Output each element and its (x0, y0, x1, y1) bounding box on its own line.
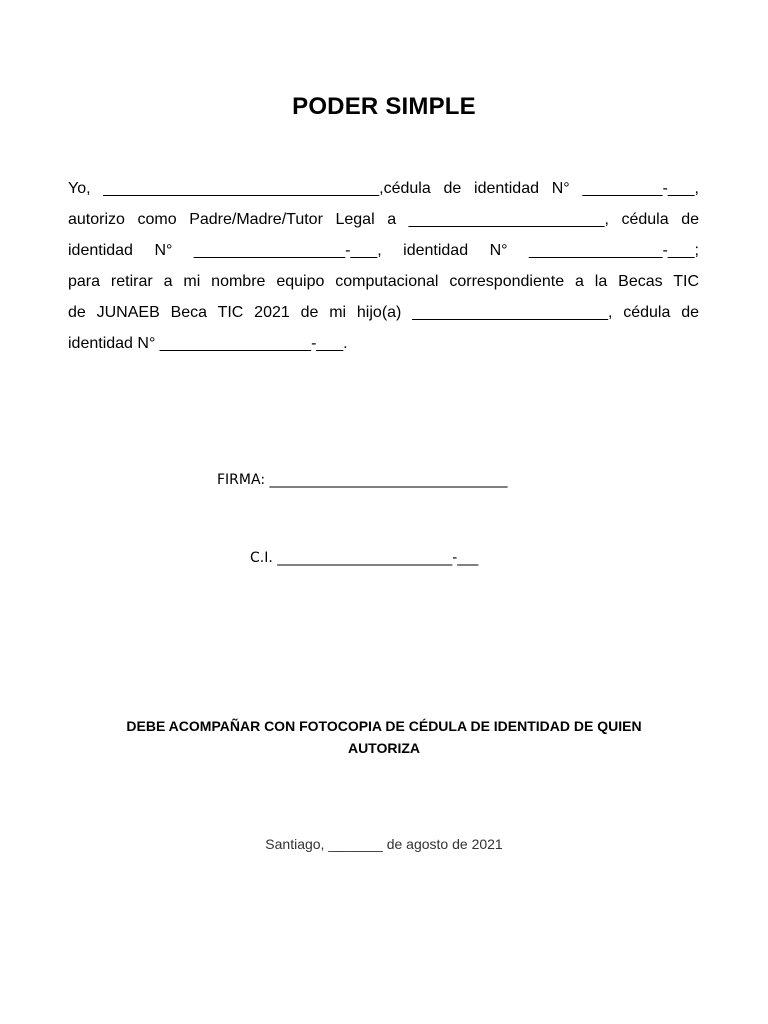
authorization-paragraph (68, 173, 699, 359)
paragraph-line-6: identidad N° _________________-___. (68, 335, 348, 352)
notice-line-1: DEBE ACOMPAÑAR CON FOTOCOPIA DE CÉDULA DE IDENTIDAD DE QUIEN (126, 718, 642, 734)
notice-line-2: AUTORIZA (347, 740, 421, 756)
id-number-line: C.I. _________________________-___ (250, 550, 479, 566)
photocopy-notice (90, 715, 678, 759)
paragraph-line-3: identidad N° _________________-___, identidad N° _______________-___; (68, 242, 699, 259)
paragraph-line-4: para retirar a mi nombre equipo computacional correspondiente a la Becas TIC (68, 273, 699, 290)
place-and-date: Santiago, _______ de agosto de 2021 (265, 836, 503, 852)
paragraph-line-5: de JUNAEB Beca TIC 2021 de mi hijo(a) ______________________, cédula de (68, 304, 699, 321)
paragraph-line-2: autorizo como Padre/Madre/Tutor Legal a ______________________, cédula de (68, 211, 699, 228)
signature-line: FIRMA: __________________________________ (217, 472, 508, 488)
paragraph-line-1: Yo, _______________________________,cédula de identidad N° _________-___, (68, 180, 699, 197)
document-title: PODER SIMPLE (292, 93, 476, 120)
